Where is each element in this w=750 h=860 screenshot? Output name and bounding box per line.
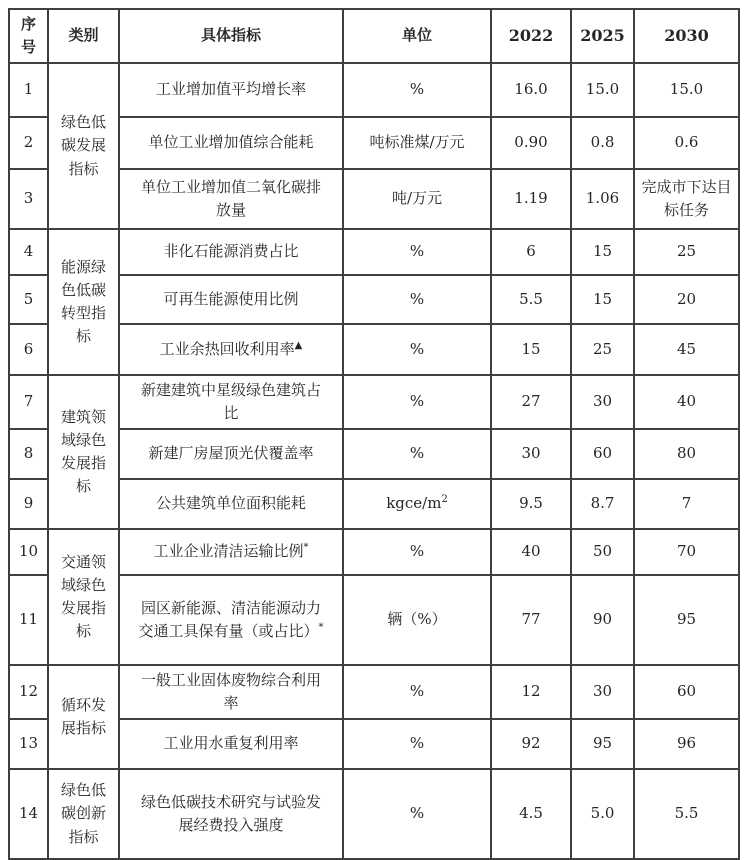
- value-2025-cell: 95: [571, 719, 634, 769]
- table-row: [9, 429, 739, 479]
- value-2030-cell: 5.5: [634, 769, 739, 859]
- indicator-cell: [119, 63, 343, 117]
- row-number-cell: 3: [9, 169, 48, 229]
- row-number-cell: 6: [9, 324, 48, 375]
- value-2030-cell: 95: [634, 575, 739, 665]
- value-2022-cell: 4.5: [491, 769, 571, 859]
- table-row: [9, 479, 739, 529]
- row-number-cell: 8: [9, 429, 48, 479]
- category-cell: 循环发展指标: [48, 665, 119, 769]
- value-2022-cell: 1.19: [491, 169, 571, 229]
- indicator-text: 工业企业清洁运输比例: [153, 542, 304, 561]
- indicator-table: [8, 8, 740, 860]
- indicator-text: 工业增加值平均增长率: [155, 80, 306, 99]
- value-2030-cell: 45: [634, 324, 739, 375]
- row-number-cell: 11: [9, 575, 48, 665]
- indicator-text: 公共建筑单位面积能耗: [155, 494, 306, 513]
- value-2022-cell: 30: [491, 429, 571, 479]
- indicator-text: 新建厂房屋顶光伏覆盖率: [148, 444, 314, 463]
- unit-text: 吨/万元: [391, 189, 443, 208]
- value-2030-cell: 0.6: [634, 117, 739, 169]
- value-2025-cell: 15: [571, 275, 634, 324]
- header-col-unit: 单位: [343, 9, 491, 63]
- value-2030-cell: 7: [634, 479, 739, 529]
- value-2025-cell: 8.7: [571, 479, 634, 529]
- category-cell: 能源绿色低碳转型指标: [48, 229, 119, 375]
- value-2022-cell: 9.5: [491, 479, 571, 529]
- table-header: [9, 9, 739, 63]
- unit-text: %: [409, 289, 425, 308]
- unit-cell: [343, 429, 491, 479]
- indicator-text: 绿色低碳技术研究与试验发展经费投入强度: [140, 792, 321, 834]
- unit-cell: [343, 719, 491, 769]
- table-row: [9, 63, 739, 117]
- indicator-text: 工业余热回收利用率: [159, 339, 295, 358]
- value-2022-cell: 77: [491, 575, 571, 665]
- unit-text: %: [409, 392, 425, 411]
- unit-text: %: [409, 804, 425, 823]
- value-2022-cell: 0.90: [491, 117, 571, 169]
- indicator-cell: [119, 117, 343, 169]
- indicator-cell: [119, 324, 343, 375]
- header-col-no: 序号: [9, 9, 48, 63]
- header-col-indicator: 具体指标: [119, 9, 343, 63]
- indicator-cell: [119, 529, 343, 575]
- unit-cell: [343, 275, 491, 324]
- value-2030-cell: 25: [634, 229, 739, 275]
- value-2022-cell: 16.0: [491, 63, 571, 117]
- row-number-cell: 2: [9, 117, 48, 169]
- indicator-cell: [119, 275, 343, 324]
- row-number-cell: 7: [9, 375, 48, 429]
- value-2030-cell: 96: [634, 719, 739, 769]
- value-2022-cell: 92: [491, 719, 571, 769]
- header-col-2030: 2030: [634, 9, 739, 63]
- indicator-footnote-marker: *: [303, 542, 309, 554]
- unit-text: kgce/m: [386, 494, 442, 513]
- value-2030-cell: 20: [634, 275, 739, 324]
- value-2022-cell: 27: [491, 375, 571, 429]
- value-2022-cell: 40: [491, 529, 571, 575]
- row-number-cell: 12: [9, 665, 48, 719]
- indicator-cell: [119, 169, 343, 229]
- table-row: [9, 375, 739, 429]
- value-2030-cell: 60: [634, 665, 739, 719]
- indicator-text: 新建建筑中星级绿色建筑占比: [140, 380, 321, 422]
- header-col-2025: 2025: [571, 9, 634, 63]
- unit-cell: [343, 117, 491, 169]
- indicator-cell: [119, 375, 343, 429]
- table-row: [9, 529, 739, 575]
- row-number-cell: 13: [9, 719, 48, 769]
- unit-cell: [343, 479, 491, 529]
- unit-text: %: [409, 80, 425, 99]
- indicator-text: 单位工业增加值综合能耗: [148, 133, 314, 152]
- unit-text: %: [409, 682, 425, 701]
- value-2025-cell: 90: [571, 575, 634, 665]
- value-2025-cell: 50: [571, 529, 634, 575]
- unit-text: %: [409, 542, 425, 561]
- indicator-footnote-marker: *: [318, 622, 324, 633]
- value-2025-cell: 15: [571, 229, 634, 275]
- row-number-cell: 4: [9, 229, 48, 275]
- unit-cell: [343, 575, 491, 665]
- table-row: [9, 665, 739, 719]
- indicator-text: 一般工业固体废物综合利用率: [140, 670, 321, 712]
- value-2025-cell: 30: [571, 665, 634, 719]
- unit-text: 吨标准煤/万元: [369, 133, 465, 152]
- unit-cell: [343, 769, 491, 859]
- unit-cell: [343, 665, 491, 719]
- value-2030-cell: 70: [634, 529, 739, 575]
- table-row: [9, 719, 739, 769]
- indicator-text: 园区新能源、清洁能源动力交通工具保有量（或占比）: [138, 598, 321, 640]
- table-body: [9, 63, 739, 859]
- unit-text: %: [409, 242, 425, 261]
- value-2022-cell: 5.5: [491, 275, 571, 324]
- indicator-text: 非化石能源消费占比: [163, 242, 299, 261]
- category-cell: 建筑领域绿色发展指标: [48, 375, 119, 529]
- table-row: [9, 324, 739, 375]
- table-row: [9, 275, 739, 324]
- table-row: [9, 575, 739, 665]
- indicator-cell: [119, 479, 343, 529]
- value-2022-cell: 6: [491, 229, 571, 275]
- table-row: [9, 117, 739, 169]
- unit-text: %: [409, 734, 425, 753]
- row-number-cell: 10: [9, 529, 48, 575]
- unit-cell: [343, 169, 491, 229]
- unit-cell: [343, 63, 491, 117]
- value-2025-cell: 0.8: [571, 117, 634, 169]
- table-row: [9, 769, 739, 859]
- value-2030-cell: 15.0: [634, 63, 739, 117]
- category-cell: 绿色低碳创新指标: [48, 769, 119, 859]
- unit-cell: [343, 324, 491, 375]
- indicator-footnote-marker: ▲: [294, 339, 303, 351]
- header-col-2022: 2022: [491, 9, 571, 63]
- header-col-category: 类别: [48, 9, 119, 63]
- indicator-cell: [119, 769, 343, 859]
- row-number-cell: 9: [9, 479, 48, 529]
- row-number-cell: 14: [9, 769, 48, 859]
- value-2030-cell: 80: [634, 429, 739, 479]
- value-2022-cell: 12: [491, 665, 571, 719]
- indicator-cell: [119, 719, 343, 769]
- value-2025-cell: 5.0: [571, 769, 634, 859]
- table-row: [9, 169, 739, 229]
- unit-text: 辆（%）: [387, 610, 447, 629]
- row-number-cell: 5: [9, 275, 48, 324]
- value-2025-cell: 15.0: [571, 63, 634, 117]
- header-row: [9, 9, 739, 63]
- value-2025-cell: 25: [571, 324, 634, 375]
- table-row: [9, 229, 739, 275]
- unit-cell: [343, 229, 491, 275]
- value-2025-cell: 60: [571, 429, 634, 479]
- row-number-cell: 1: [9, 63, 48, 117]
- unit-superscript: 2: [441, 494, 448, 506]
- unit-text: %: [409, 339, 425, 358]
- indicator-cell: [119, 665, 343, 719]
- value-2025-cell: 30: [571, 375, 634, 429]
- indicator-cell: [119, 575, 343, 665]
- category-cell: 绿色低碳发展指标: [48, 63, 119, 229]
- value-2030-cell: 40: [634, 375, 739, 429]
- indicator-cell: [119, 229, 343, 275]
- indicator-text: 单位工业增加值二氧化碳排放量: [140, 177, 321, 219]
- value-2025-cell: 1.06: [571, 169, 634, 229]
- value-2022-cell: 15: [491, 324, 571, 375]
- value-2030-cell: 完成市下达目标任务: [634, 169, 739, 229]
- category-cell: 交通领域绿色发展指标: [48, 529, 119, 665]
- indicator-text: 可再生能源使用比例: [163, 289, 299, 308]
- unit-text: %: [409, 444, 425, 463]
- unit-cell: [343, 529, 491, 575]
- indicator-cell: [119, 429, 343, 479]
- indicator-text: 工业用水重复利用率: [163, 734, 299, 753]
- unit-cell: [343, 375, 491, 429]
